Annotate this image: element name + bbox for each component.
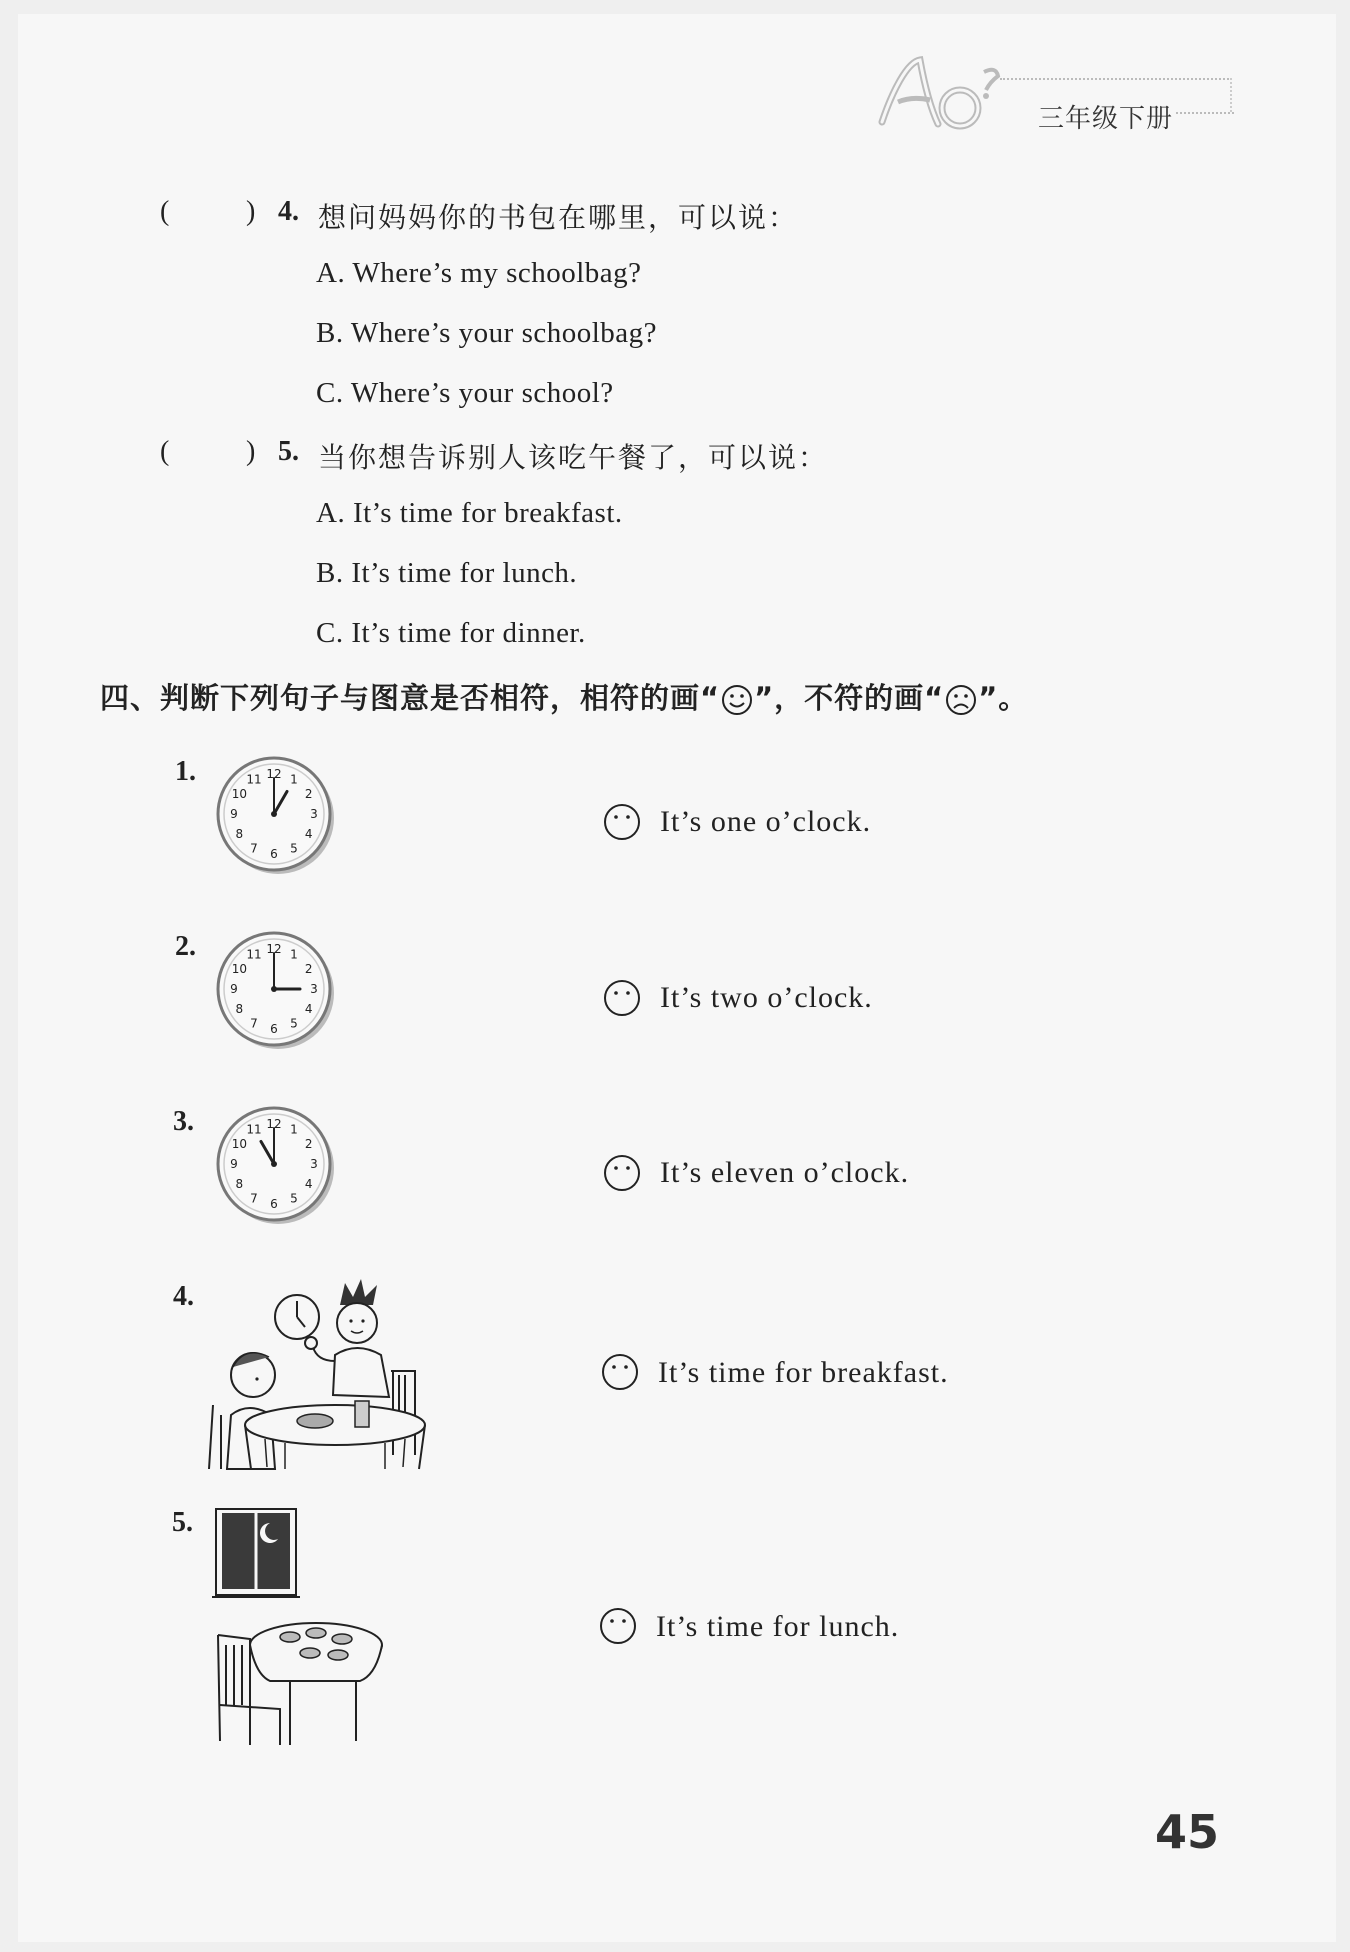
clock-numeral: 3 (310, 982, 318, 996)
clock-icon (212, 752, 342, 882)
clock-numeral: 5 (290, 1191, 298, 1206)
clock-numeral: 10 (231, 962, 247, 976)
item-number: 5. (172, 1507, 193, 1538)
answer-bracket-open[interactable]: ( (160, 196, 170, 227)
clock-numeral: 7 (250, 1016, 258, 1031)
clock-numeral: 2 (304, 1137, 313, 1151)
item-sentence: It’s one o’clock. (660, 805, 872, 838)
clock-numeral: 3 (310, 807, 318, 821)
clock-icon (212, 1102, 342, 1232)
answer-face-circle[interactable] (602, 978, 642, 1018)
clock-numeral: 8 (235, 827, 244, 841)
section-title-text: 四、判断下列句子与图意是否相符，相符的画“ (100, 681, 721, 715)
answer-face-circle[interactable] (602, 802, 642, 842)
clock-numeral: 9 (230, 982, 238, 996)
clock-numeral: 7 (250, 1191, 258, 1206)
section-title-text: ”，不符的画“ (754, 681, 945, 715)
header-rule-bottom (1176, 112, 1234, 114)
sad-face-icon (944, 683, 978, 717)
clock-numeral: 5 (290, 841, 298, 856)
clock-numeral: 6 (270, 1022, 278, 1036)
clock-numeral: 12 (266, 767, 282, 781)
item-sentence: It’s eleven o’clock. (660, 1156, 910, 1189)
answer-bracket-close: ) (246, 436, 256, 467)
item-sentence: It’s time for lunch. (656, 1610, 900, 1643)
brand-logo-icon (872, 52, 1012, 132)
clock-numeral: 4 (304, 827, 313, 841)
answer-face-circle[interactable] (600, 1352, 640, 1392)
item-sentence: It’s two o’clock. (660, 981, 873, 1014)
question-number: 4. (278, 196, 299, 227)
item-number: 1. (175, 756, 196, 787)
clock-numeral: 8 (235, 1177, 244, 1191)
item-sentence: It’s time for breakfast. (658, 1356, 949, 1389)
section-title-text: ”。 (978, 681, 1029, 715)
clock-numeral: 9 (230, 807, 238, 821)
option-b: B. It’s time for lunch. (316, 557, 578, 589)
item-number: 3. (173, 1106, 194, 1137)
night-dinner-scene-icon (210, 1505, 390, 1750)
clock-numeral: 11 (246, 1122, 262, 1137)
clock-numeral: 4 (304, 1177, 313, 1191)
clock-numeral: 2 (304, 962, 313, 976)
clock-numeral: 11 (246, 772, 262, 787)
section-title (100, 676, 1028, 717)
option-c: C. It’s time for dinner. (316, 617, 586, 649)
clock-icon (212, 927, 342, 1057)
clock-numeral: 8 (235, 1002, 244, 1016)
clock-numeral: 1 (290, 1122, 298, 1137)
answer-face-circle[interactable] (602, 1153, 642, 1193)
smiley-face-icon (720, 683, 754, 717)
clock-numeral: 3 (310, 1157, 318, 1171)
clock-numeral: 9 (230, 1157, 238, 1171)
clock-numeral: 12 (266, 942, 282, 956)
clock-numeral: 7 (250, 841, 258, 856)
breakfast-scene-icon (205, 1275, 445, 1470)
clock-numeral: 6 (270, 847, 278, 861)
option-a: A. Where’s my schoolbag? (316, 257, 642, 289)
item-number: 4. (173, 1281, 194, 1312)
question-text: 想问妈妈你的书包在哪里，可以说： (318, 201, 799, 234)
option-a: A. It’s time for breakfast. (316, 497, 623, 529)
header-rule (1000, 78, 1232, 80)
question-text: 当你想告诉别人该吃午餐了，可以说： (318, 441, 829, 474)
answer-bracket-close: ) (246, 196, 256, 227)
page-number: 45 (1155, 1805, 1220, 1859)
header-rule-right (1230, 78, 1232, 112)
clock-numeral: 12 (266, 1117, 282, 1131)
grade-label: 三年级下册 (1038, 104, 1174, 134)
item-number: 2. (175, 931, 196, 962)
option-b: B. Where’s your schoolbag? (316, 317, 658, 349)
clock-numeral: 2 (304, 787, 313, 801)
answer-face-circle[interactable] (598, 1606, 638, 1646)
clock-numeral: 10 (231, 1137, 247, 1151)
clock-numeral: 11 (246, 947, 262, 962)
clock-numeral: 5 (290, 1016, 298, 1031)
option-c: C. Where’s your school? (316, 377, 614, 409)
answer-bracket-open[interactable]: ( (160, 436, 170, 467)
clock-numeral: 1 (290, 772, 298, 787)
clock-numeral: 4 (304, 1002, 313, 1016)
clock-numeral: 1 (290, 947, 298, 962)
question-number: 5. (278, 436, 299, 467)
clock-numeral: 10 (231, 787, 247, 801)
clock-numeral: 6 (270, 1197, 278, 1211)
